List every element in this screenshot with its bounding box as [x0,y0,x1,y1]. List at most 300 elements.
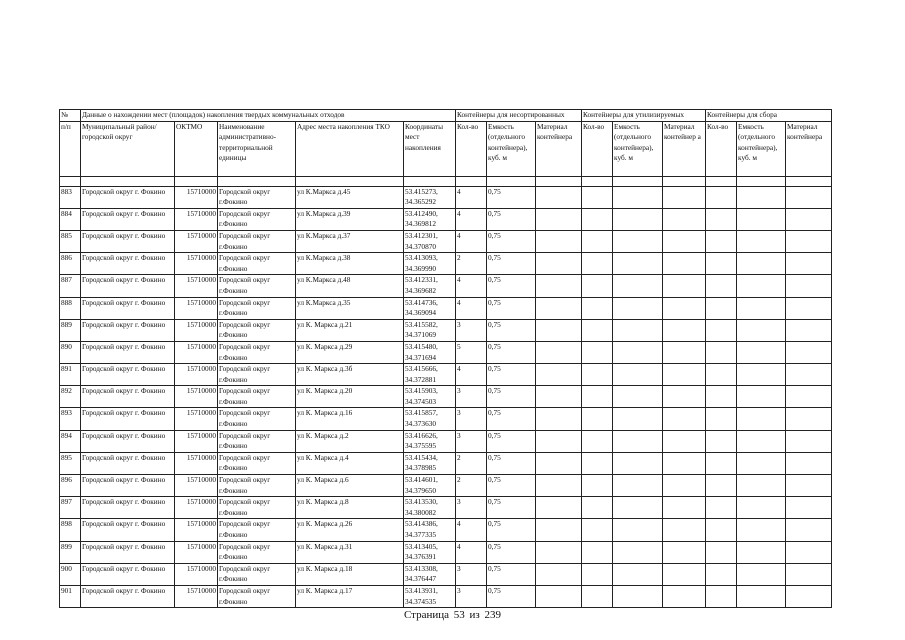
cell-district: Городской округ г. Фокино [81,541,175,563]
cell-no: 890 [60,341,81,363]
cell-count-3 [706,563,737,585]
cell-coords: 53.415480, 34.371694 [404,341,456,363]
cell-coords: 53.412301, 34.370870 [404,230,456,252]
cell-capacity-3 [737,563,786,585]
spacer-cell [81,176,175,186]
cell-count-2 [582,186,613,208]
cell-district: Городской округ г. Фокино [81,208,175,230]
table-row [60,186,832,208]
cell-admin: Городской округ г.Фокино [218,253,296,275]
cell-admin: Городской округ г.Фокино [218,541,296,563]
cell-count-2 [582,408,613,430]
cell-oktmo: 15710000 [175,230,218,252]
cell-material-2 [663,297,706,319]
cell-no: 896 [60,475,81,497]
cell-capacity-3 [737,585,786,607]
cell-count: 4 [456,297,487,319]
cell-address: ул К. Маркса д.3б [296,364,404,386]
cell-capacity-2 [613,275,663,297]
cell-material [536,386,582,408]
cell-material-3 [786,275,832,297]
cell-admin: Городской округ г.Фокино [218,585,296,607]
cell-capacity-2 [613,230,663,252]
cell-capacity: 0,75 [487,519,536,541]
cell-material-3 [786,475,832,497]
cell-count-2 [582,297,613,319]
cell-admin: Городской округ г.Фокино [218,364,296,386]
cell-material-2 [663,186,706,208]
table-row [60,563,832,585]
cell-address: ул К. Маркса д.18 [296,563,404,585]
cell-no: 887 [60,275,81,297]
cell-capacity: 0,75 [487,364,536,386]
cell-material [536,541,582,563]
cell-admin: Городской округ г.Фокино [218,275,296,297]
cell-count-3 [706,297,737,319]
cell-coords: 53.415903, 34.374503 [404,386,456,408]
cell-material-3 [786,408,832,430]
cell-district: Городской округ г. Фокино [81,275,175,297]
cell-material-2 [663,519,706,541]
header-group-row [60,110,832,122]
table-row [60,253,832,275]
cell-oktmo: 15710000 [175,186,218,208]
cell-address: ул К. Маркса д.20 [296,386,404,408]
cell-capacity: 0,75 [487,297,536,319]
cell-material [536,297,582,319]
cell-capacity-3 [737,497,786,519]
cell-capacity-2 [613,386,663,408]
cell-count-2 [582,364,613,386]
cell-count: 3 [456,408,487,430]
cell-address: ул К. Маркса д.21 [296,319,404,341]
cell-count-3 [706,253,737,275]
cell-admin: Городской округ г.Фокино [218,341,296,363]
cell-admin: Городской округ г.Фокино [218,497,296,519]
cell-address: ул К. Маркса д.29 [296,341,404,363]
cell-material-3 [786,563,832,585]
cell-material-3 [786,386,832,408]
cell-capacity-3 [737,519,786,541]
cell-count: 3 [456,497,487,519]
spacer-cell [663,176,706,186]
cell-oktmo: 15710000 [175,585,218,607]
cell-material-3 [786,497,832,519]
cell-coords: 53.415582, 34.371069 [404,319,456,341]
header-group-unsorted: Контейнеры для несортированных [456,110,582,122]
spacer-cell [582,176,613,186]
cell-address: ул К. Маркса д.26 [296,519,404,541]
cell-district: Городской округ г. Фокино [81,563,175,585]
cell-count-3 [706,386,737,408]
cell-coords: 53.413093, 34.369990 [404,253,456,275]
cell-material [536,208,582,230]
table-row [60,341,832,363]
cell-district: Городской округ г. Фокино [81,452,175,474]
cell-count-2 [582,585,613,607]
cell-material [536,430,582,452]
cell-material-3 [786,585,832,607]
spacer-cell [218,176,296,186]
cell-material-3 [786,541,832,563]
cell-admin: Городской округ г.Фокино [218,208,296,230]
cell-capacity: 0,75 [487,452,536,474]
cell-material-2 [663,230,706,252]
cell-count-2 [582,497,613,519]
cell-count-2 [582,475,613,497]
cell-capacity-2 [613,430,663,452]
table-row [60,452,832,474]
cell-admin: Городской округ г.Фокино [218,386,296,408]
cell-capacity-3 [737,452,786,474]
cell-address: ул К. Маркса д.6 [296,475,404,497]
cell-count: 4 [456,230,487,252]
cell-material [536,563,582,585]
cell-count-2 [582,430,613,452]
cell-material-2 [663,541,706,563]
cell-count-2 [582,319,613,341]
cell-material-3 [786,297,832,319]
cell-material-3 [786,186,832,208]
cell-address: ул К. Маркса д.31 [296,541,404,563]
cell-material-3 [786,364,832,386]
cell-count-2 [582,275,613,297]
cell-count-3 [706,208,737,230]
cell-capacity-3 [737,364,786,386]
cell-address: ул К. Маркса д.2 [296,430,404,452]
cell-admin: Городской округ г.Фокино [218,230,296,252]
cell-material-2 [663,341,706,363]
cell-count-3 [706,341,737,363]
spacer-cell [487,176,536,186]
cell-district: Городской округ г. Фокино [81,386,175,408]
cell-admin: Городской округ г.Фокино [218,563,296,585]
cell-capacity: 0,75 [487,563,536,585]
cell-district: Городской округ г. Фокино [81,430,175,452]
spacer-cell [706,176,737,186]
cell-count-3 [706,452,737,474]
cell-capacity-3 [737,186,786,208]
spacer-cell [737,176,786,186]
cell-oktmo: 15710000 [175,253,218,275]
table-row [60,386,832,408]
spacer-cell [175,176,218,186]
cell-no: 898 [60,519,81,541]
cell-capacity-3 [737,408,786,430]
cell-capacity-2 [613,186,663,208]
cell-material-3 [786,430,832,452]
cell-address: ул К. Маркса д.4 [296,452,404,474]
cell-capacity-2 [613,452,663,474]
cell-count: 4 [456,208,487,230]
cell-coords: 53.415666, 34.372881 [404,364,456,386]
cell-material-3 [786,341,832,363]
cell-count-2 [582,519,613,541]
cell-address: ул К.Маркса д.35 [296,297,404,319]
page-word: Страница [403,609,450,621]
cell-no: 900 [60,563,81,585]
cell-capacity-2 [613,341,663,363]
header-count-2: Кол-во [582,121,613,176]
cell-count: 4 [456,364,487,386]
cell-count-2 [582,563,613,585]
cell-coords: 53.413931, 34.374535 [404,585,456,607]
page-total: 239 [484,609,502,621]
cell-material-3 [786,519,832,541]
cell-no: 892 [60,386,81,408]
cell-capacity-2 [613,563,663,585]
cell-oktmo: 15710000 [175,297,218,319]
cell-capacity-2 [613,364,663,386]
cell-district: Городской округ г. Фокино [81,341,175,363]
cell-capacity-2 [613,519,663,541]
cell-capacity-3 [737,253,786,275]
header-material-2: Материал контейнер а [663,121,706,176]
cell-material [536,186,582,208]
cell-admin: Городской округ г.Фокино [218,408,296,430]
cell-capacity: 0,75 [487,275,536,297]
cell-admin: Городской округ г.Фокино [218,319,296,341]
cell-no: 895 [60,452,81,474]
cell-capacity-2 [613,253,663,275]
cell-district: Городской округ г. Фокино [81,319,175,341]
cell-capacity-2 [613,208,663,230]
page-current: 53 [453,609,465,621]
cell-count-3 [706,230,737,252]
header-material: Материал контейнера [536,121,582,176]
table-row [60,208,832,230]
cell-material-2 [663,275,706,297]
cell-district: Городской округ г. Фокино [81,519,175,541]
tko-sites-table [59,109,832,608]
header-capacity-2: Емкость (отдельного контейнера), куб. м [613,121,663,176]
header-count-3: Кол-во [706,121,737,176]
cell-no: 897 [60,497,81,519]
table-row [60,275,832,297]
table-row [60,519,832,541]
cell-no: 893 [60,408,81,430]
table-row [60,475,832,497]
cell-capacity-2 [613,319,663,341]
cell-capacity-2 [613,475,663,497]
cell-material-2 [663,253,706,275]
header-group-collect: Контейнеры для сбора [706,110,832,122]
page-of: из [469,609,480,621]
table-row [60,541,832,563]
cell-address: ул К. Маркса д.8 [296,497,404,519]
cell-coords: 53.412490, 34.369812 [404,208,456,230]
cell-no: 886 [60,253,81,275]
spacer-cell [404,176,456,186]
cell-material [536,341,582,363]
cell-oktmo: 15710000 [175,452,218,474]
cell-count: 4 [456,275,487,297]
cell-material-2 [663,408,706,430]
cell-material-2 [663,364,706,386]
cell-count-3 [706,319,737,341]
cell-material [536,475,582,497]
cell-oktmo: 15710000 [175,430,218,452]
cell-oktmo: 15710000 [175,563,218,585]
cell-district: Городской округ г. Фокино [81,364,175,386]
cell-count-3 [706,585,737,607]
cell-count: 2 [456,475,487,497]
cell-no: 888 [60,297,81,319]
page-footer [0,609,905,621]
cell-material [536,452,582,474]
cell-district: Городской округ г. Фокино [81,585,175,607]
table-row [60,297,832,319]
cell-admin: Городской округ г.Фокино [218,452,296,474]
cell-address: ул К. Маркса д.17 [296,585,404,607]
cell-material-2 [663,585,706,607]
cell-count-3 [706,364,737,386]
cell-material [536,230,582,252]
cell-material [536,275,582,297]
spacer-cell [60,176,81,186]
cell-count: 2 [456,452,487,474]
header-admin: Наименование административно-территориальной единицы [218,121,296,176]
cell-coords: 53.415434, 34.378985 [404,452,456,474]
header-coords: Координаты мест накопления [404,121,456,176]
table-row [60,230,832,252]
cell-oktmo: 15710000 [175,341,218,363]
cell-address: ул К.Маркса д.45 [296,186,404,208]
cell-coords: 53.414736, 34.369094 [404,297,456,319]
cell-capacity-3 [737,475,786,497]
cell-capacity: 0,75 [487,475,536,497]
cell-coords: 53.415273, 34.365292 [404,186,456,208]
cell-oktmo: 15710000 [175,475,218,497]
cell-district: Городской округ г. Фокино [81,297,175,319]
header-capacity-3: Емкость (отдельного контейнера), куб. м [737,121,786,176]
cell-material-2 [663,497,706,519]
cell-oktmo: 15710000 [175,408,218,430]
cell-oktmo: 15710000 [175,497,218,519]
cell-district: Городской округ г. Фокино [81,408,175,430]
spacer-cell [456,176,487,186]
header-group-location: Данные о нахождении мест (площадок) накопления твердых коммунальных отходов [81,110,456,122]
cell-material-3 [786,208,832,230]
cell-capacity-3 [737,230,786,252]
cell-district: Городской округ г. Фокино [81,253,175,275]
cell-material-2 [663,386,706,408]
cell-count: 3 [456,386,487,408]
cell-count: 4 [456,541,487,563]
table-row [60,497,832,519]
cell-count-2 [582,253,613,275]
cell-capacity-2 [613,541,663,563]
cell-capacity: 0,75 [487,186,536,208]
cell-oktmo: 15710000 [175,319,218,341]
cell-admin: Городской округ г.Фокино [218,186,296,208]
header-spacer-row [60,176,832,186]
cell-capacity: 0,75 [487,208,536,230]
cell-capacity: 0,75 [487,319,536,341]
cell-count-3 [706,541,737,563]
cell-no: 899 [60,541,81,563]
cell-coords: 53.414386, 34.377335 [404,519,456,541]
cell-coords: 53.414601, 34.379650 [404,475,456,497]
cell-count: 5 [456,341,487,363]
cell-material-2 [663,430,706,452]
cell-capacity: 0,75 [487,541,536,563]
cell-material-2 [663,563,706,585]
cell-capacity-2 [613,585,663,607]
cell-count: 3 [456,430,487,452]
header-column-row [60,121,832,176]
cell-material-3 [786,319,832,341]
cell-capacity-3 [737,430,786,452]
header-material-3: Материал контейнера [786,121,832,176]
cell-coords: 53.412331, 34.369682 [404,275,456,297]
cell-no: 891 [60,364,81,386]
cell-material-3 [786,452,832,474]
cell-no: 885 [60,230,81,252]
cell-coords: 53.415857, 34.373630 [404,408,456,430]
header-count: Кол-во [456,121,487,176]
cell-capacity-2 [613,408,663,430]
cell-count-2 [582,386,613,408]
cell-oktmo: 15710000 [175,275,218,297]
cell-capacity: 0,75 [487,408,536,430]
cell-oktmo: 15710000 [175,386,218,408]
cell-capacity: 0,75 [487,585,536,607]
cell-count-3 [706,497,737,519]
cell-capacity: 0,75 [487,430,536,452]
cell-coords: 53.413530, 34.380082 [404,497,456,519]
cell-material [536,319,582,341]
cell-oktmo: 15710000 [175,519,218,541]
cell-no: 889 [60,319,81,341]
header-capacity: Емкость (отдельного контейнера), куб. м [487,121,536,176]
cell-oktmo: 15710000 [175,541,218,563]
cell-address: ул К. Маркса д.16 [296,408,404,430]
cell-count-3 [706,275,737,297]
table-row [60,364,832,386]
cell-material-3 [786,230,832,252]
cell-capacity-3 [737,386,786,408]
cell-material [536,408,582,430]
cell-admin: Городской округ г.Фокино [218,475,296,497]
cell-capacity-3 [737,341,786,363]
cell-material [536,519,582,541]
cell-count-2 [582,341,613,363]
cell-capacity-3 [737,319,786,341]
cell-admin: Городской округ г.Фокино [218,297,296,319]
cell-material-2 [663,452,706,474]
cell-count-3 [706,408,737,430]
cell-capacity: 0,75 [487,230,536,252]
table-row [60,319,832,341]
table-row [60,585,832,607]
cell-capacity-3 [737,275,786,297]
cell-address: ул К.Маркса д.37 [296,230,404,252]
cell-material-2 [663,319,706,341]
cell-material [536,585,582,607]
cell-address: ул К.Маркса д.48 [296,275,404,297]
cell-address: ул К.Маркса д.39 [296,208,404,230]
cell-count-3 [706,186,737,208]
cell-count: 4 [456,519,487,541]
cell-material-2 [663,475,706,497]
cell-capacity-3 [737,208,786,230]
cell-no: 883 [60,186,81,208]
cell-material-3 [786,253,832,275]
cell-count-3 [706,475,737,497]
cell-district: Городской округ г. Фокино [81,186,175,208]
cell-count: 3 [456,585,487,607]
